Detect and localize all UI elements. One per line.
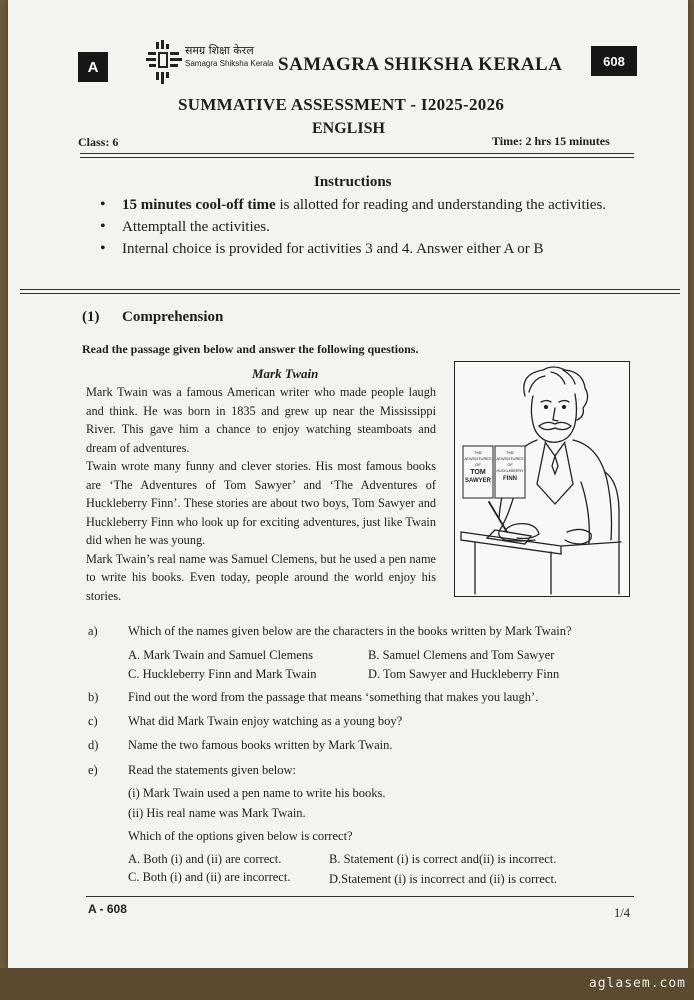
book-title-line: ADVENTURES	[464, 456, 492, 461]
book-title-line: OF	[507, 462, 513, 467]
instruction-bold: 15 minutes cool-off time	[122, 197, 276, 213]
question-label: c)	[88, 714, 98, 728]
mark-twain-illustration	[454, 361, 630, 597]
passage	[86, 383, 436, 605]
watermark: aglasem.com	[588, 976, 686, 991]
book-title-line: FINN	[503, 476, 517, 482]
book-title-line: THE	[506, 450, 514, 455]
option-c[interactable]: C. Huckleberry Finn and Mark Twain	[128, 667, 317, 681]
question-label: b)	[88, 690, 99, 704]
set-label-box: A	[78, 52, 108, 82]
logo-english-text: Samagra Shiksha Kerala	[185, 59, 274, 68]
option-a[interactable]: A. Both (i) and (ii) are correct.	[128, 852, 282, 866]
instruction-text: is allotted for reading and understanding the activities.	[275, 197, 607, 213]
passage-paragraph: Mark Twain was a famous American writer who made people laugh and think. He was born in 1835 and grew up near the Mississippi River. This gave him a chance to enjoy watching steamboats and dream of adventures.	[86, 385, 436, 455]
organization-name: SAMAGRA SHIKSHA KERALA	[278, 54, 563, 75]
question-text: What did Mark Twain enjoy watching as a young boy?	[128, 714, 403, 728]
footer-code: A - 608	[88, 902, 127, 916]
passage-title: Mark Twain	[252, 366, 319, 381]
book-title-line: THE	[474, 450, 482, 455]
question-text: Find out the word from the passage that means ‘something that makes you laugh’.	[128, 690, 539, 704]
option-d[interactable]: D. Tom Sawyer and Huckleberry Finn	[368, 667, 560, 681]
passage-paragraph: Twain wrote many funny and clever stories. His most famous books are ‘The Adventures of Tom Sawyer’ and ‘The Adventures of Huckleberry Finn’. These stories are about two boys, Tom Sawyer and Huckleberry Finn who look up for exciting adventures, just like Twain did when he was young.	[86, 459, 436, 547]
instructions-rule-bottom	[20, 293, 680, 294]
question-label: a)	[88, 624, 98, 638]
footer-rule	[86, 896, 634, 897]
section-number: (1)	[82, 309, 100, 325]
logo-hindi-text: समग्र शिक्षा केरल	[185, 44, 254, 57]
instruction-text: Attemptall the activities.	[122, 219, 270, 235]
option-d[interactable]: D.Statement (i) is incorrect and (ii) is correct.	[329, 872, 558, 886]
statement-i: (i) Mark Twain used a pen name to write his books.	[128, 786, 386, 800]
book-title-line: HUCKLEBERRY	[496, 469, 524, 473]
book-title-line: OF	[475, 462, 481, 467]
question-text: Which of the names given below are the characters in the books written by Mark Twain?	[128, 624, 572, 638]
question-label: e)	[88, 763, 98, 777]
instructions-heading: Instructions	[314, 174, 392, 190]
header-rule-bottom	[80, 157, 634, 158]
section-heading	[82, 309, 223, 326]
option-c[interactable]: C. Both (i) and (ii) are incorrect.	[128, 870, 291, 884]
question-e-prompt: Which of the options given below is correct?	[128, 829, 353, 843]
ssk-logo-icon	[146, 40, 182, 84]
section-title: Comprehension	[122, 309, 224, 325]
page-number: 1/4	[614, 906, 630, 920]
section-lead: Read the passage given below and answer the following questions.	[82, 342, 419, 356]
question-text: Name the two famous books written by Mark Twain.	[128, 738, 393, 752]
instruction-text: Internal choice is provided for activities 3 and 4. Answer either A or B	[122, 241, 544, 257]
exam-title: SUMMATIVE ASSESSMENT - I2025-2026	[178, 95, 505, 114]
instruction-item	[100, 240, 640, 258]
class-label: Class: 6	[78, 135, 119, 149]
statement-ii: (ii) His real name was Mark Twain.	[128, 806, 306, 820]
question-label: d)	[88, 738, 99, 752]
question-text: Read the statements given below:	[128, 763, 297, 777]
book-title-line: TOM	[470, 469, 486, 476]
subject-title: ENGLISH	[312, 120, 385, 137]
instructions-rule-top	[20, 289, 680, 290]
header-rule-top	[80, 153, 634, 154]
paper-code-box: 608	[591, 46, 637, 76]
instruction-item	[100, 196, 640, 214]
book-title-line: SAWYER	[464, 478, 492, 484]
option-a[interactable]: A. Mark Twain and Samuel Clemens	[128, 648, 313, 662]
passage-paragraph: Mark Twain’s real name was Samuel Clemens, but he used a pen name to write his books. Even today, people around the world enjoy his stories.	[86, 551, 436, 603]
instructions-list	[100, 196, 640, 262]
book-title-line: ADVENTURES	[496, 456, 524, 461]
instruction-item	[100, 218, 640, 236]
option-b[interactable]: B. Samuel Clemens and Tom Sawyer	[368, 648, 555, 662]
time-label: Time: 2 hrs 15 minutes	[492, 134, 610, 148]
option-b[interactable]: B. Statement (i) is correct and(ii) is incorrect.	[329, 852, 557, 866]
